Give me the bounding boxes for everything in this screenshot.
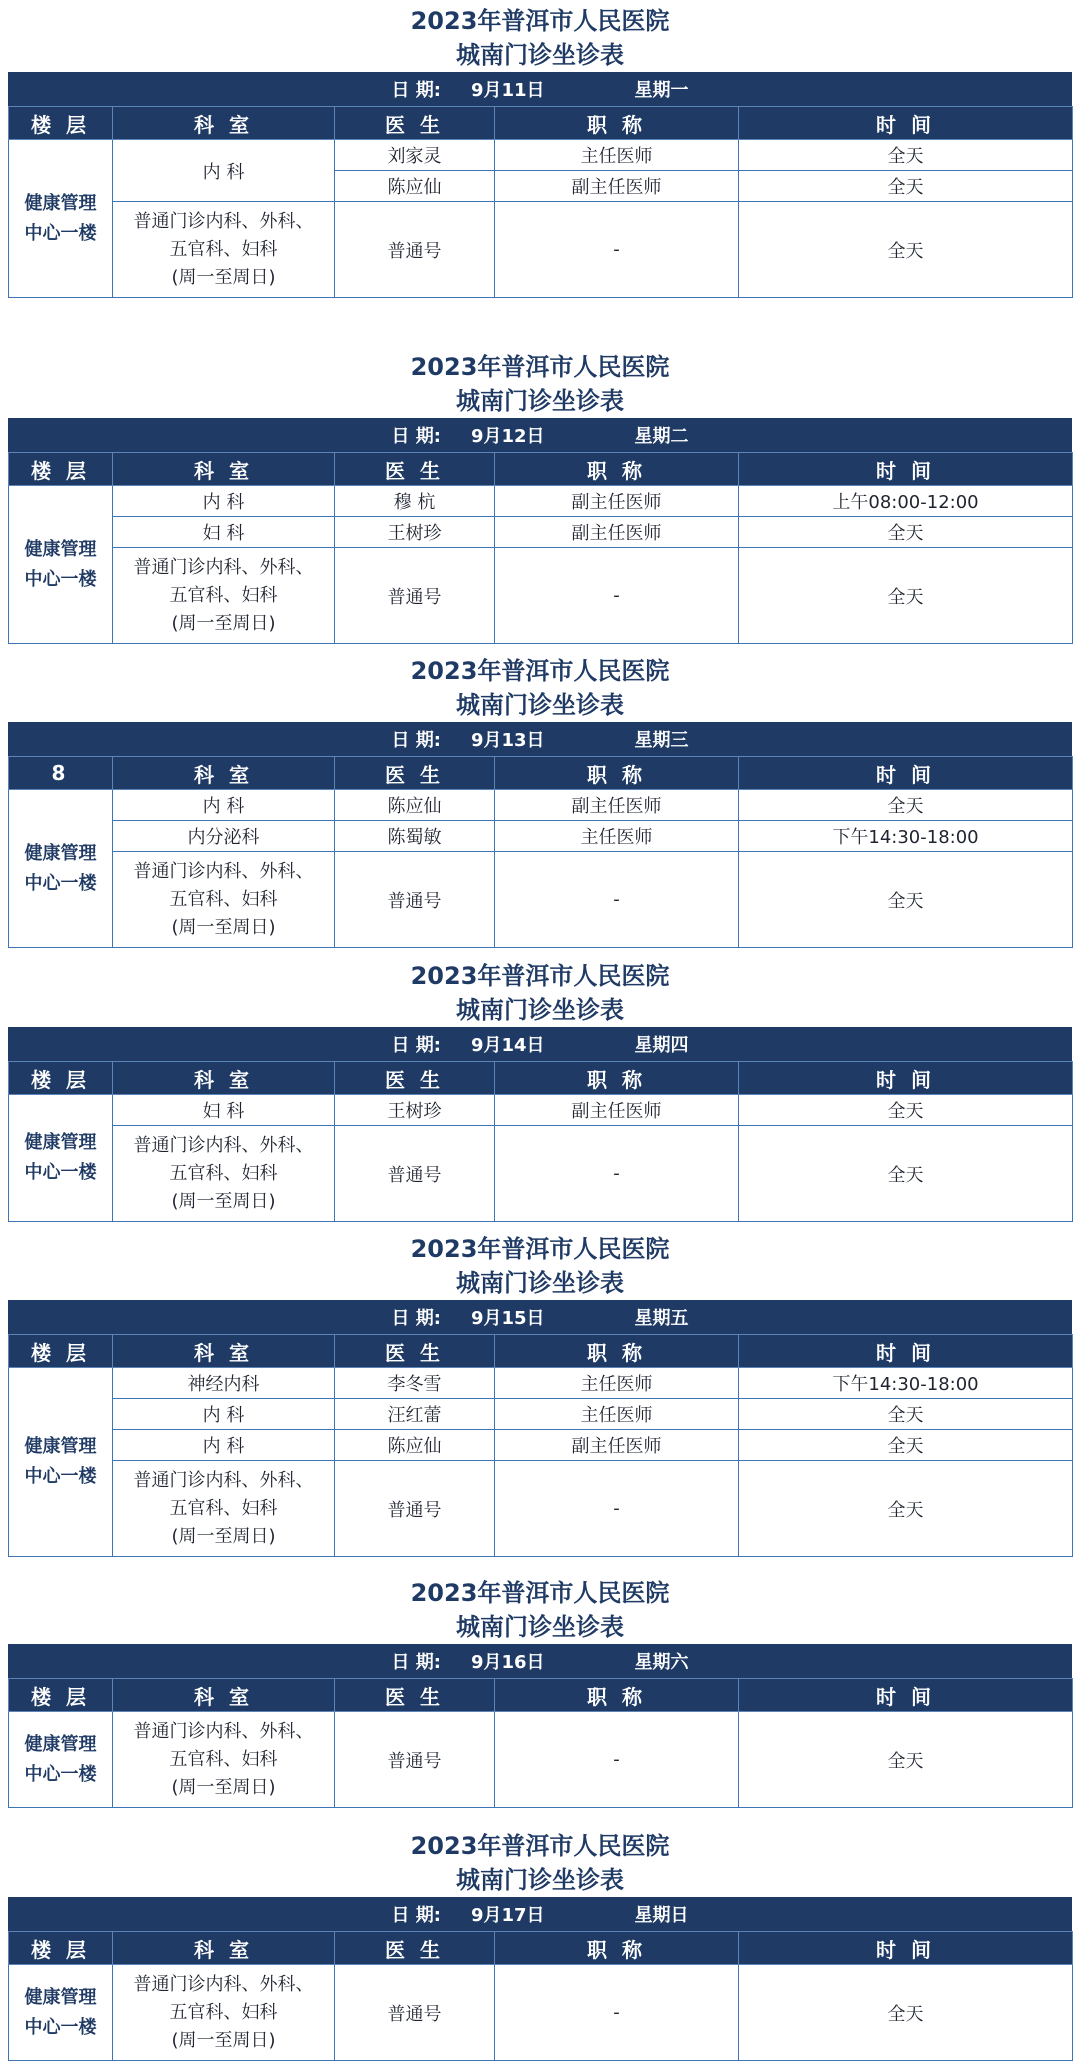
time-cell: 全天 [739, 1399, 1073, 1430]
date-value: 9月16日 [470, 1652, 545, 1673]
floor-line-1: 健康管理 [24, 842, 97, 864]
date-bar [8, 1644, 1072, 1678]
schedule-table [8, 756, 1073, 948]
title-cell: 副主任医师 [495, 790, 739, 821]
column-header: 楼 层 [9, 107, 113, 140]
floor-cell [9, 1712, 113, 1808]
column-header: 楼 层 [9, 1932, 113, 1965]
hospital-title: 2023年普洱市人民医院 [410, 353, 670, 381]
table-title: 城南门诊坐诊表 [456, 1269, 624, 1297]
time-cell: 下午14:30-18:00 [739, 821, 1073, 852]
title-cell: 主任医师 [495, 140, 739, 171]
dept-line-1: 普通门诊内科、外科、 [133, 1973, 314, 1995]
schedule-table [8, 1061, 1073, 1222]
department-cell: 妇 科 [113, 517, 335, 548]
time-cell: 全天 [739, 1126, 1073, 1222]
header-row [9, 1335, 1073, 1368]
date-value: 9月14日 [470, 1035, 545, 1056]
schedule-title [8, 0, 1072, 72]
department-cell: 内分泌科 [113, 821, 335, 852]
title-cell: 副主任医师 [495, 517, 739, 548]
dept-line-2: 五官科、妇科 [169, 1162, 278, 1184]
column-header: 楼 层 [9, 1679, 113, 1712]
floor-line-1: 健康管理 [24, 538, 97, 560]
table-row [9, 548, 1073, 644]
doctor-cell: 普通号 [335, 1126, 495, 1222]
date-bar [8, 1897, 1072, 1931]
column-header: 楼 层 [9, 1335, 113, 1368]
schedule-table [8, 1931, 1073, 2061]
schedule-title [8, 346, 1072, 418]
column-header: 职 称 [495, 1932, 739, 1965]
dept-line-1: 普通门诊内科、外科、 [133, 556, 314, 578]
schedule-block [8, 650, 1072, 946]
column-header: 职 称 [495, 1062, 739, 1095]
weekday: 星期二 [634, 426, 689, 447]
header-row [9, 1062, 1073, 1095]
date-bar [8, 1300, 1072, 1334]
hospital-title: 2023年普洱市人民医院 [410, 657, 670, 685]
schedule-block [8, 955, 1072, 1221]
date-label: 日 期: [391, 426, 441, 447]
department-cell [113, 852, 335, 948]
schedule-block [8, 1228, 1072, 1562]
schedule-title [8, 1572, 1072, 1644]
hospital-title: 2023年普洱市人民医院 [410, 1235, 670, 1263]
floor-cell [9, 1965, 113, 2061]
table-title: 城南门诊坐诊表 [456, 691, 624, 719]
table-title: 城南门诊坐诊表 [456, 996, 624, 1024]
dept-line-2: 五官科、妇科 [169, 584, 278, 606]
time-cell: 全天 [739, 852, 1073, 948]
date-value: 9月17日 [470, 1905, 545, 1926]
doctor-cell: 汪红蕾 [335, 1399, 495, 1430]
title-cell: - [495, 548, 739, 644]
dept-line-1: 普通门诊内科、外科、 [133, 1720, 314, 1742]
schedule-block [8, 1825, 1072, 2061]
department-cell: 内 科 [113, 1399, 335, 1430]
column-header: 科 室 [113, 453, 335, 486]
floor-line-2: 中心一楼 [24, 1162, 97, 1183]
hospital-title: 2023年普洱市人民医院 [410, 1832, 670, 1860]
department-cell: 妇 科 [113, 1095, 335, 1126]
floor-cell [9, 140, 113, 298]
floor-line-2: 中心一楼 [24, 222, 97, 244]
schedule-title [8, 650, 1072, 722]
time-cell: 全天 [739, 1430, 1073, 1461]
department-cell [113, 1461, 335, 1557]
schedule-title [8, 1228, 1072, 1300]
schedule-table [8, 452, 1073, 644]
table-row [9, 1095, 1073, 1126]
title-cell: 主任医师 [495, 821, 739, 852]
title-cell: - [495, 202, 739, 298]
table-title: 城南门诊坐诊表 [456, 41, 624, 69]
column-header: 医 生 [335, 1335, 495, 1368]
date-bar [8, 72, 1072, 106]
column-header: 医 生 [335, 1062, 495, 1095]
column-header: 科 室 [113, 1335, 335, 1368]
date-value: 9月13日 [470, 730, 545, 751]
column-header: 时 间 [739, 453, 1073, 486]
table-row [9, 1430, 1073, 1461]
schedule-table [8, 1334, 1073, 1557]
doctor-cell: 普通号 [335, 1461, 495, 1557]
floor-line-2: 中心一楼 [24, 2016, 97, 2038]
date-bar [8, 1027, 1072, 1061]
floor-line-1: 健康管理 [24, 1733, 97, 1755]
date-value: 9月12日 [470, 426, 545, 447]
dept-line-1: 普通门诊内科、外科、 [133, 1469, 314, 1491]
floor-cell [9, 790, 113, 948]
date-label: 日 期: [391, 80, 441, 101]
hospital-title: 2023年普洱市人民医院 [410, 962, 670, 990]
schedule-table [8, 106, 1073, 298]
doctor-cell: 普通号 [335, 548, 495, 644]
title-cell: 主任医师 [495, 1368, 739, 1399]
dept-line-1: 普通门诊内科、外科、 [133, 1134, 314, 1156]
table-row [9, 202, 1073, 298]
title-cell: - [495, 1461, 739, 1557]
column-header: 职 称 [495, 1335, 739, 1368]
date-label: 日 期: [391, 1652, 441, 1673]
hospital-title: 2023年普洱市人民医院 [410, 1579, 670, 1607]
time-cell: 上午08:00-12:00 [739, 486, 1073, 517]
weekday: 星期四 [634, 1035, 689, 1056]
date-value: 9月15日 [470, 1308, 545, 1329]
column-header: 医 生 [335, 107, 495, 140]
column-header: 医 生 [335, 1932, 495, 1965]
title-cell: 副主任医师 [495, 1095, 739, 1126]
time-cell: 全天 [739, 790, 1073, 821]
header-row [9, 1932, 1073, 1965]
time-cell: 全天 [739, 548, 1073, 644]
department-cell [113, 1712, 335, 1808]
dept-line-2: 五官科、妇科 [169, 2001, 278, 2023]
dept-line-2: 五官科、妇科 [169, 1748, 278, 1770]
header-row [9, 757, 1073, 790]
schedule-table [8, 1678, 1073, 1808]
doctor-cell: 普通号 [335, 1965, 495, 2061]
column-header: 时 间 [739, 107, 1073, 140]
date-label: 日 期: [391, 1035, 441, 1056]
department-cell: 内 科 [113, 1430, 335, 1461]
column-header: 职 称 [495, 757, 739, 790]
department-cell [113, 548, 335, 644]
dept-line-2: 五官科、妇科 [169, 888, 278, 910]
table-row [9, 140, 1073, 171]
department-cell: 神经内科 [113, 1368, 335, 1399]
weekday: 星期日 [634, 1905, 689, 1926]
title-cell: - [495, 852, 739, 948]
header-row [9, 107, 1073, 140]
doctor-cell: 陈应仙 [335, 171, 495, 202]
table-row [9, 486, 1073, 517]
department-cell [113, 202, 335, 298]
department-cell: 内 科 [113, 486, 335, 517]
title-cell: 副主任医师 [495, 171, 739, 202]
column-header: 时 间 [739, 1932, 1073, 1965]
doctor-cell: 陈蜀敏 [335, 821, 495, 852]
column-header: 医 生 [335, 1679, 495, 1712]
floor-line-1: 健康管理 [24, 192, 97, 214]
dept-line-3: (周一至周日) [171, 2029, 276, 2051]
column-header: 时 间 [739, 1679, 1073, 1712]
schedule-title [8, 955, 1072, 1027]
doctor-cell: 陈应仙 [335, 790, 495, 821]
floor-line-2: 中心一楼 [24, 1466, 97, 1487]
column-header: 时 间 [739, 1335, 1073, 1368]
title-cell: - [495, 1965, 739, 2061]
weekday: 星期六 [634, 1652, 689, 1673]
department-cell [113, 1965, 335, 2061]
doctor-cell: 普通号 [335, 202, 495, 298]
department-cell: 内 科 [113, 790, 335, 821]
floor-cell [9, 486, 113, 644]
weekday: 星期一 [634, 80, 689, 101]
table-row [9, 1399, 1073, 1430]
column-header: 职 称 [495, 107, 739, 140]
title-cell: 副主任医师 [495, 486, 739, 517]
floor-line-1: 健康管理 [24, 1436, 97, 1457]
column-header: 楼 层 [9, 453, 113, 486]
table-title: 城南门诊坐诊表 [456, 1866, 624, 1894]
column-header: 科 室 [113, 757, 335, 790]
header-row [9, 453, 1073, 486]
floor-line-1: 健康管理 [24, 1986, 97, 2008]
column-header: 时 间 [739, 757, 1073, 790]
dept-line-3: (周一至周日) [171, 1525, 276, 1547]
doctor-cell: 王树珍 [335, 517, 495, 548]
time-cell: 全天 [739, 140, 1073, 171]
column-header: 8 [9, 757, 113, 790]
schedule-block [8, 1572, 1072, 1816]
floor-line-2: 中心一楼 [24, 872, 97, 894]
title-cell: - [495, 1712, 739, 1808]
date-label: 日 期: [391, 1905, 441, 1926]
dept-line-3: (周一至周日) [171, 612, 276, 634]
doctor-cell: 李冬雪 [335, 1368, 495, 1399]
time-cell: 全天 [739, 1712, 1073, 1808]
column-header: 科 室 [113, 1679, 335, 1712]
column-header: 医 生 [335, 757, 495, 790]
column-header: 时 间 [739, 1062, 1073, 1095]
column-header: 科 室 [113, 1062, 335, 1095]
weekday: 星期三 [634, 730, 689, 751]
schedule-title [8, 1825, 1072, 1897]
dept-line-3: (周一至周日) [171, 916, 276, 938]
time-cell: 全天 [739, 1965, 1073, 2061]
dept-line-3: (周一至周日) [171, 1776, 276, 1798]
time-cell: 全天 [739, 1095, 1073, 1126]
column-header: 职 称 [495, 453, 739, 486]
doctor-cell: 陈应仙 [335, 1430, 495, 1461]
floor-line-1: 健康管理 [24, 1132, 97, 1153]
column-header: 科 室 [113, 107, 335, 140]
time-cell: 全天 [739, 1461, 1073, 1557]
dept-line-3: (周一至周日) [171, 1190, 276, 1212]
table-row [9, 1712, 1073, 1808]
column-header: 医 生 [335, 453, 495, 486]
hospital-title: 2023年普洱市人民医院 [410, 7, 670, 35]
schedule-block [8, 0, 1072, 336]
department-cell: 内 科 [113, 140, 335, 202]
dept-line-1: 普通门诊内科、外科、 [133, 210, 314, 232]
weekday: 星期五 [634, 1308, 689, 1329]
floor-line-2: 中心一楼 [24, 1763, 97, 1785]
date-bar [8, 722, 1072, 756]
dept-line-2: 五官科、妇科 [169, 238, 278, 260]
doctor-cell: 王树珍 [335, 1095, 495, 1126]
doctor-cell: 穆 杭 [335, 486, 495, 517]
department-cell [113, 1126, 335, 1222]
table-title: 城南门诊坐诊表 [456, 387, 624, 415]
doctor-cell: 普通号 [335, 852, 495, 948]
table-row [9, 1368, 1073, 1399]
column-header: 楼 层 [9, 1062, 113, 1095]
dept-line-1: 普通门诊内科、外科、 [133, 860, 314, 882]
table-row [9, 1126, 1073, 1222]
header-row [9, 1679, 1073, 1712]
table-title: 城南门诊坐诊表 [456, 1613, 624, 1641]
floor-cell [9, 1368, 113, 1557]
date-label: 日 期: [391, 1308, 441, 1329]
date-bar [8, 418, 1072, 452]
doctor-cell: 普通号 [335, 1712, 495, 1808]
doctor-cell: 刘家灵 [335, 140, 495, 171]
time-cell: 全天 [739, 171, 1073, 202]
schedule-block [8, 346, 1072, 642]
dept-line-3: (周一至周日) [171, 266, 276, 288]
date-value: 9月11日 [470, 80, 545, 101]
table-row [9, 821, 1073, 852]
table-row [9, 1461, 1073, 1557]
title-cell: 副主任医师 [495, 1430, 739, 1461]
table-row [9, 790, 1073, 821]
title-cell: 主任医师 [495, 1399, 739, 1430]
dept-line-2: 五官科、妇科 [169, 1497, 278, 1519]
table-row [9, 1965, 1073, 2061]
table-row [9, 852, 1073, 948]
table-row [9, 517, 1073, 548]
floor-cell [9, 1095, 113, 1222]
time-cell: 全天 [739, 517, 1073, 548]
title-cell: - [495, 1126, 739, 1222]
time-cell: 全天 [739, 202, 1073, 298]
floor-line-2: 中心一楼 [24, 568, 97, 590]
time-cell: 下午14:30-18:00 [739, 1368, 1073, 1399]
column-header: 科 室 [113, 1932, 335, 1965]
column-header: 职 称 [495, 1679, 739, 1712]
date-label: 日 期: [391, 730, 441, 751]
